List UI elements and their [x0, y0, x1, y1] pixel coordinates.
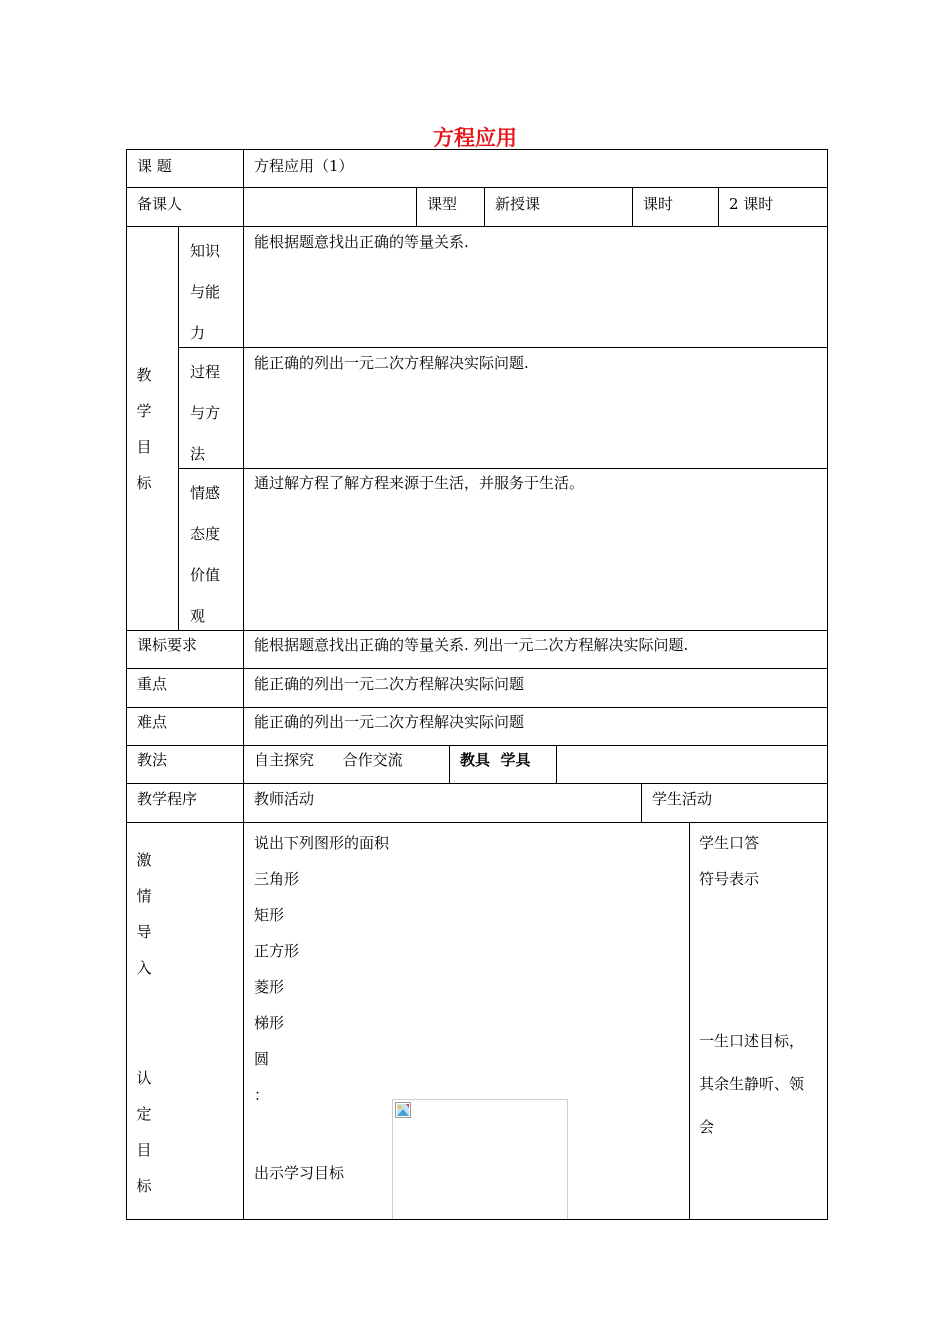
difficulty-label: 难点 — [137, 713, 168, 731]
objective-attitude-label: 情感 态度 价值 观 — [190, 484, 221, 625]
col-divider — [641, 783, 642, 823]
list-item: 学生口答 — [699, 834, 760, 852]
student-activity-list-a — [699, 825, 759, 897]
row-divider — [126, 226, 828, 227]
list-item: 菱形 — [254, 978, 285, 996]
col-divider — [178, 226, 179, 631]
tools-label: 教具 学具 — [460, 751, 531, 769]
procedure-label: 教学程序 — [137, 790, 198, 808]
broken-image-icon — [395, 1102, 411, 1118]
row-divider — [126, 187, 828, 188]
col-divider — [243, 226, 244, 1220]
col-divider — [556, 745, 557, 784]
hours-value: 2 课时 — [729, 195, 774, 213]
col-divider — [689, 822, 690, 1220]
page-title: 方程应用 — [433, 126, 517, 150]
row-divider — [126, 668, 828, 669]
row-divider — [178, 468, 828, 469]
col-divider — [718, 187, 719, 227]
missing-image-frame — [392, 1099, 568, 1219]
key-point-value: 能正确的列出一元二次方程解决实际问题 — [254, 675, 525, 693]
preparer-label: 备课人 — [137, 195, 183, 213]
student-activity-header: 学生活动 — [652, 790, 713, 808]
list-item: 符号表示 — [699, 870, 760, 888]
objective-knowledge-label: 知识 与能 力 — [190, 242, 221, 342]
list-item: ： — [254, 1086, 270, 1104]
col-divider — [449, 745, 450, 784]
list-item: 圆 — [254, 1050, 270, 1068]
difficulty-value: 能正确的列出一元二次方程解决实际问题 — [254, 713, 525, 731]
lesson-type-label: 课型 — [427, 195, 458, 213]
list-item: 会 — [699, 1118, 715, 1136]
list-item: 一生口述目标， — [699, 1032, 805, 1050]
row-divider — [126, 707, 828, 708]
topic-value: 方程应用（1） — [254, 157, 354, 175]
hours-label: 课时 — [643, 195, 674, 213]
lesson-type-value: 新授课 — [495, 195, 541, 213]
phase-intro-label: 激 情 导 入 — [136, 851, 152, 977]
topic-label: 课 题 — [137, 157, 172, 175]
method-value: 自主探究 合作交流 — [254, 751, 403, 769]
row-divider — [126, 783, 828, 784]
list-item: 梯形 — [254, 1014, 285, 1032]
list-item: 说出下列图形的面积 — [254, 834, 390, 852]
row-divider — [126, 630, 828, 631]
phase-goal-label: 认 定 目 标 — [136, 1069, 152, 1195]
key-point-label: 重点 — [137, 675, 168, 693]
row-divider — [178, 347, 828, 348]
teacher-activity-header: 教师活动 — [254, 790, 315, 808]
list-item: 正方形 — [254, 942, 300, 960]
col-divider — [243, 149, 244, 227]
col-divider — [632, 187, 633, 227]
list-item: 三角形 — [254, 870, 300, 888]
objective-attitude-text: 通过解方程了解方程来源于生活，并服务于生活。 — [254, 474, 585, 492]
col-divider — [416, 187, 417, 227]
standard-value: 能根据题意找出正确的等量关系. 列出一元二次方程解决实际问题. — [254, 636, 689, 654]
objective-knowledge-text: 能根据题意找出正确的等量关系. — [254, 233, 469, 251]
objectives-label: 教 学 目 标 — [136, 366, 152, 492]
list-item: 其余生静听、领 — [699, 1075, 805, 1093]
teacher-activity-list — [254, 825, 389, 1113]
method-label: 教法 — [137, 751, 168, 769]
objective-process-text: 能正确的列出一元二次方程解决实际问题. — [254, 354, 529, 372]
list-item: 矩形 — [254, 906, 285, 924]
teacher-goal-text: 出示学习目标 — [254, 1164, 345, 1182]
standard-label: 课标要求 — [137, 636, 198, 654]
row-divider — [126, 745, 828, 746]
objective-process-label: 过程 与方 法 — [190, 363, 221, 463]
student-activity-list-b — [699, 1020, 804, 1149]
row-divider — [126, 822, 828, 823]
col-divider — [484, 187, 485, 227]
